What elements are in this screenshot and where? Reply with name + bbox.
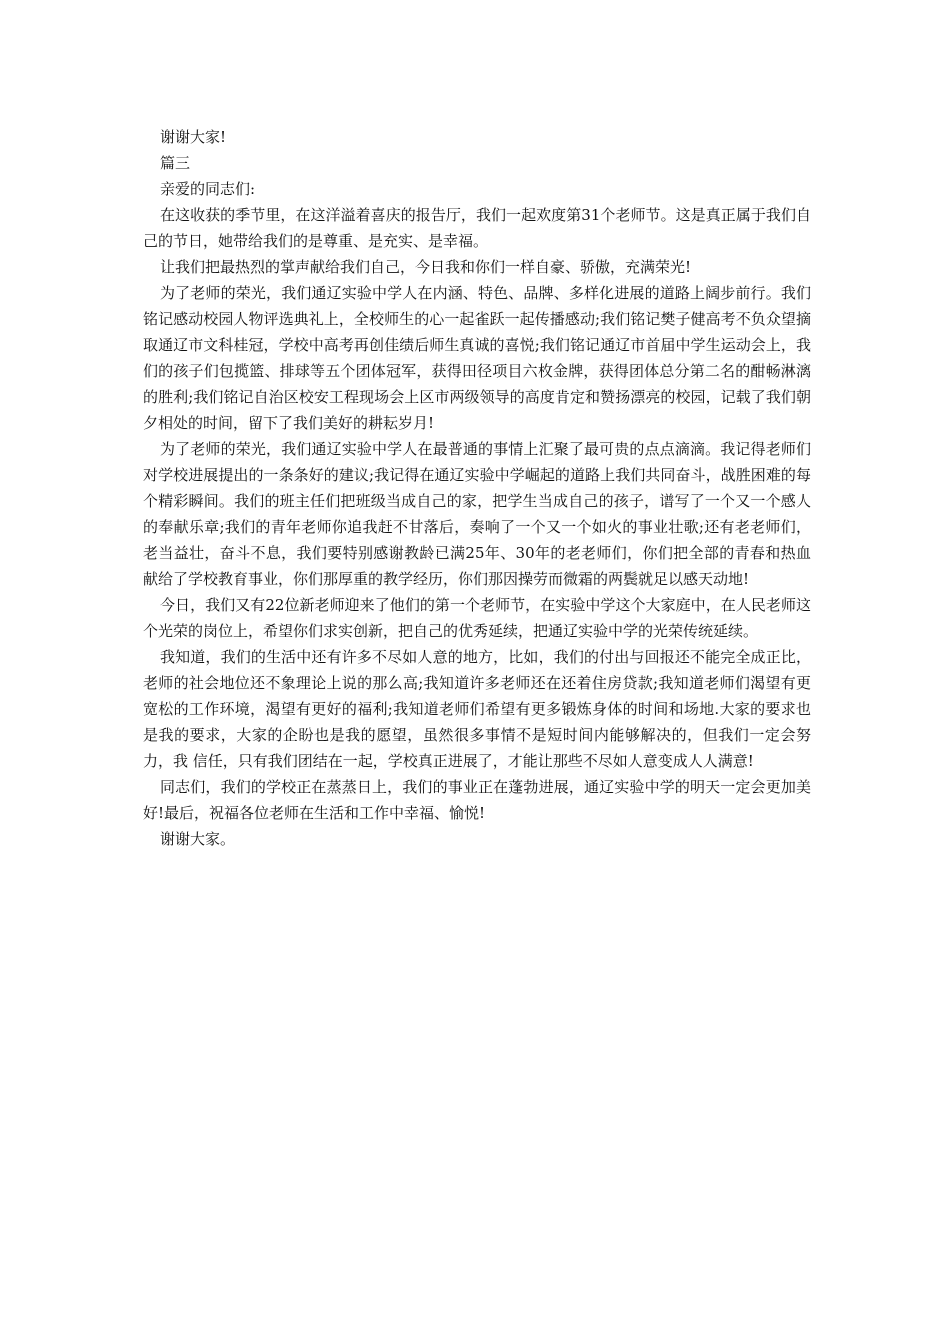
paragraph-new-teachers: 今日，我们又有22位新老师迎来了他们的第一个老师节，在实验中学这个大家庭中，在人民老师这个光荣的岗位上，希望你们求实创新，把自己的优秀延续，把通辽实验中学的光荣传统延续。 bbox=[143, 596, 811, 640]
closing-thanks-1: 谢谢大家! bbox=[160, 128, 227, 146]
closing-thanks-2: 谢谢大家。 bbox=[160, 830, 236, 848]
paragraph-opening: 在这收获的季节里，在这洋溢着喜庆的报告厅，我们一起欢度第31个老师节。这是真正属于我们自己的节日，她带给我们的是尊重、是充实、是幸福。 bbox=[143, 206, 811, 250]
document-body bbox=[143, 124, 811, 852]
section-heading: 篇三 bbox=[160, 154, 191, 172]
paragraph-applause: 让我们把最热烈的掌声献给我们自己，今日我和你们一样自豪、骄傲，充满荣光! bbox=[160, 258, 692, 276]
paragraph-teachers: 为了老师的荣光，我们通辽实验中学人在最普通的事情上汇聚了最可贵的点点滴滴。我记得老师们对学校进展提出的一条条好的建议;我记得在通辽实验中学崛起的道路上我们共同奋斗，战胜困难的每个精彩瞬间。我们的班主任们把班级当成自己的家，把学生当成自己的孩子，谱写了一个又一个感人的奉献乐章;我们的青年老师你追我赶不甘落后，奏响了一个又一个如火的事业壮歌;还有老老师们，老当益壮，奋斗不息，我们要特别感谢教龄已满25年、30年的老老师们，你们把全部的青春和热血献给了学校教育事业，你们那厚重的教学经历，你们那因操劳而微霜的两鬓就足以感天动地! bbox=[143, 440, 811, 588]
paragraph-achievements: 为了老师的荣光，我们通辽实验中学人在内涵、特色、品牌、多样化进展的道路上阔步前行。我们铭记感动校园人物评选典礼上，全校师生的心一起雀跃一起传播感动;我们铭记樊子健高考不负众望摘取通辽市文科桂冠，学校中高考再创佳绩后师生真诚的喜悦;我们铭记通辽市首届中学生运动会上，我们的孩子们包揽篮、排球等五个团体冠军，获得田径项目六枚金牌，获得团体总分第二名的酣畅淋漓的胜利;我们铭记自治区校安工程现场会上区市两级领导的高度肯定和赞扬漂亮的校园，记载了我们朝夕相处的时间，留下了我们美好的耕耘岁月! bbox=[143, 284, 811, 432]
paragraph-challenges: 我知道，我们的生活中还有许多不尽如人意的地方，比如，我们的付出与回报还不能完全成正比，老师的社会地位还不象理论上说的那么高;我知道许多老师还在还着住房贷款;我知道老师们渴望有更宽松的工作环境，渴望有更好的福利;我知道老师们希望有更多锻炼身体的时间和场地.大家的要求也是我的要求，大家的企盼也是我的愿望，虽然很多事情不是短时间内能够解决的，但我们一定会努力，我 信任，只有我们团结在一起，学校真正进展了，才能让那些不尽如人意变成人人满意! bbox=[143, 648, 811, 770]
salutation: 亲爱的同志们: bbox=[160, 180, 256, 198]
paragraph-future: 同志们，我们的学校正在蒸蒸日上，我们的事业正在蓬勃进展，通辽实验中学的明天一定会更加美好!最后，祝福各位老师在生活和工作中幸福、愉悦! bbox=[143, 778, 811, 822]
